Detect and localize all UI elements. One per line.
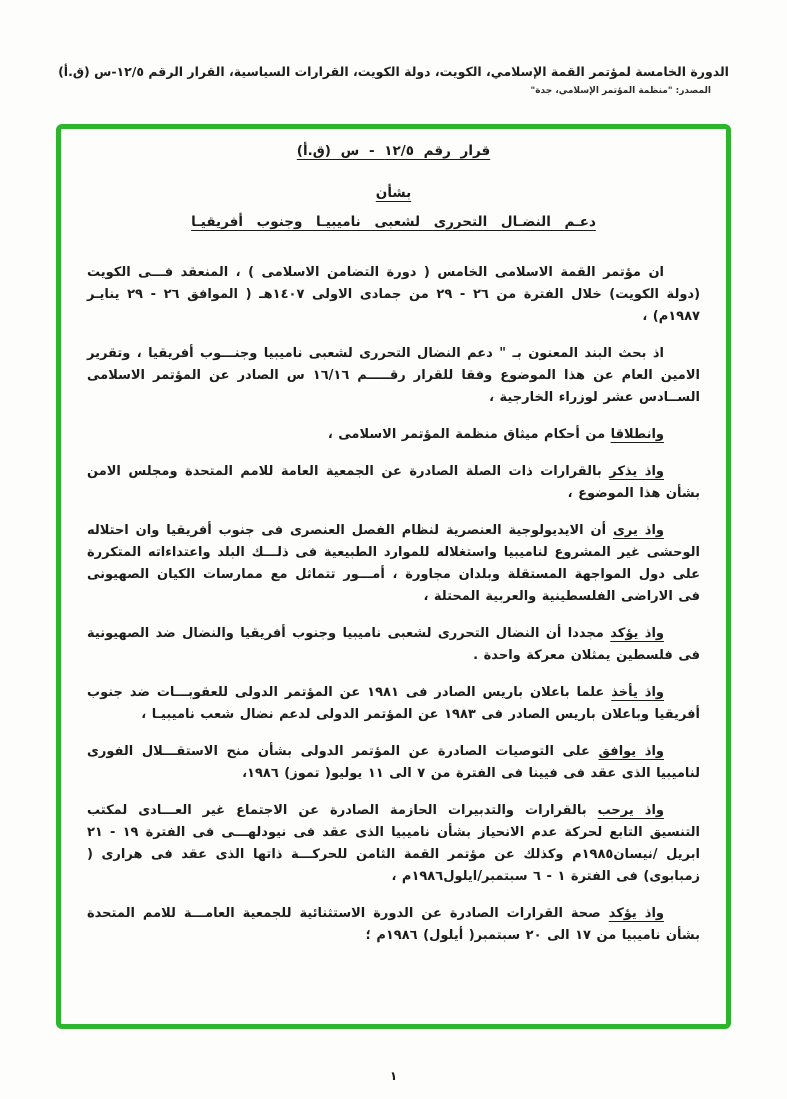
paragraph-text: اذ بحث البند المعنون بـ " دعم النضال التحررى لشعبى ناميبيا وجنـــوب أفريقيا ، وتقرير الامين العام عن هذا الموضوع وفقا للقرار رقـــــم ١٦/١٦ س الصادر عن المؤتمر الاسلامى الســادس عشر لوزراء الخارجية ، <box>87 346 700 405</box>
paragraph-text: علما باعلان باريس الصادر فى ١٩٨١ عن المؤتمر الدولى للعقوبـــات ضد جنوب أفريقيا وباعلان باريس الصادر فى ١٩٨٣ عن المؤتمر الدولى لدعم نضال شعب ناميبيـا ، <box>87 685 700 722</box>
paragraph-lead: واذ يوافق <box>598 744 665 759</box>
paragraph-charter <box>87 424 700 446</box>
paragraph-lead: وانطلاقا <box>610 427 664 442</box>
paragraph-lead: واذ يرحب <box>597 803 664 818</box>
paragraph-welcoming <box>87 800 700 888</box>
paragraph-lead: واذ يؤكد <box>610 626 665 641</box>
paragraph-taking-note <box>87 682 700 726</box>
paragraph-considering <box>87 520 700 608</box>
paragraph-text: مجددا أن النضال التحررى لشعبى ناميبيا وجنوب أفريقيا والنضال ضد الصهيونية فى فلسطين يمثلان معركة واحدة . <box>87 626 700 663</box>
paragraph-text: بالقرارات والتدبيرات الحازمة الصادرة عن الاجتماع غير العـــادى لمكتب التنسيق التابع لحركة عدم الانحياز بشأن ناميبيا الذى عقد فى نيودلهـــى فى الفترة ١٩ - ٢١ ابريل /نيسان١٩٨٥م وكذلك عن مؤتمر القمة الثامن للحركـــة ذاتها الذى عقد فى هرارى ( زمبابوى) فى الفترة ١ - ٦ سبتمبر/ايلول١٩٨٦م ، <box>87 803 701 884</box>
subject-title: دعـم النضـال التحررى لشعبى ناميبيـا وجنوب أفريقيـا <box>191 214 596 230</box>
paragraph-text: صحة القرارات الصادرة عن الدورة الاستثنائية للجمعية العامـــة للامم المتحدة بشأن ناميبيا من ١٧ الى ٢٠ سبتمبر( أيلول) ١٩٨٦م ؛ <box>87 906 700 943</box>
paragraph-confirming <box>87 903 700 947</box>
paragraph-agenda-item <box>87 343 700 409</box>
paragraph-reaffirming <box>87 623 700 667</box>
paragraph-recalling <box>87 461 700 505</box>
resolution-body <box>87 262 700 947</box>
content-frame <box>56 124 731 1029</box>
paragraph-text: ان مؤتمر القمة الاسلامى الخامس ( دورة التضامن الاسلامى ) ، المنعقد فـــى الكويت (دولة الكويت) خلال الفترة من ٢٦ - ٢٩ من جمادى الاولى ١٤٠٧هـ ( الموافق ٢٦ - ٢٩ ينايـر ١٩٨٧م) ، <box>87 265 701 324</box>
paragraph-lead: واذ يذكر <box>609 464 664 479</box>
header-title: الدورة الخامسة لمؤتمر القمة الإسلامي، الكويت، دولة الكويت، القرارات السياسية، القرار الرقم ١٢/٥-س (ق.أ) <box>58 64 729 79</box>
page-number: ١ <box>389 1069 398 1083</box>
resolution-number-title: قرار رقم ١٢/٥ - س (ق.أ) <box>296 143 491 159</box>
subject-label: بشأن <box>375 185 412 201</box>
paragraph-text: من أحكام ميثاق منظمة المؤتمر الاسلامى ، <box>327 427 611 442</box>
paragraph-lead: واذ يأخذ <box>611 685 665 700</box>
paragraph-text: بالقرارات ذات الصلة الصادرة عن الجمعية العامة للامم المتحدة ومجلس الامن بشأن هذا الموضوع ، <box>87 464 700 501</box>
paragraph-lead: واذ يؤكد <box>608 906 664 921</box>
paragraph-text: أن الايديولوجية العنصرية لنظام الفصل العنصرى فى جنوب أفريقيا وان احتلاله الوحشى غير المشروع لناميبيا واستغلاله للموارد الطبيعية فى ذلـــك البلد واعتداءاته المتكررة على دول المواجهة المستقلة وبلدان مجاورة ، أمـــور تتماثل مع ممارسات الكيان الصهيونى فى الاراضى الفلسطينية والعربية المحتلة ، <box>87 523 700 604</box>
paragraph-approving <box>87 741 700 785</box>
document-header <box>42 64 745 96</box>
header-source: المصدر: "منظمة المؤتمر الإسلامي، جدة" <box>530 86 711 96</box>
paragraph-lead: واذ يرى <box>612 523 664 538</box>
paragraph-text: على التوصيات الصادرة عن المؤتمر الدولى بشأن منح الاستقـــلال الفورى لناميبيا الذى عقد فى فيينا فى الفترة من ٧ الى ١١ يوليو( تموز) ١٩٨٦، <box>87 744 700 781</box>
paragraph-preamble <box>87 262 700 328</box>
